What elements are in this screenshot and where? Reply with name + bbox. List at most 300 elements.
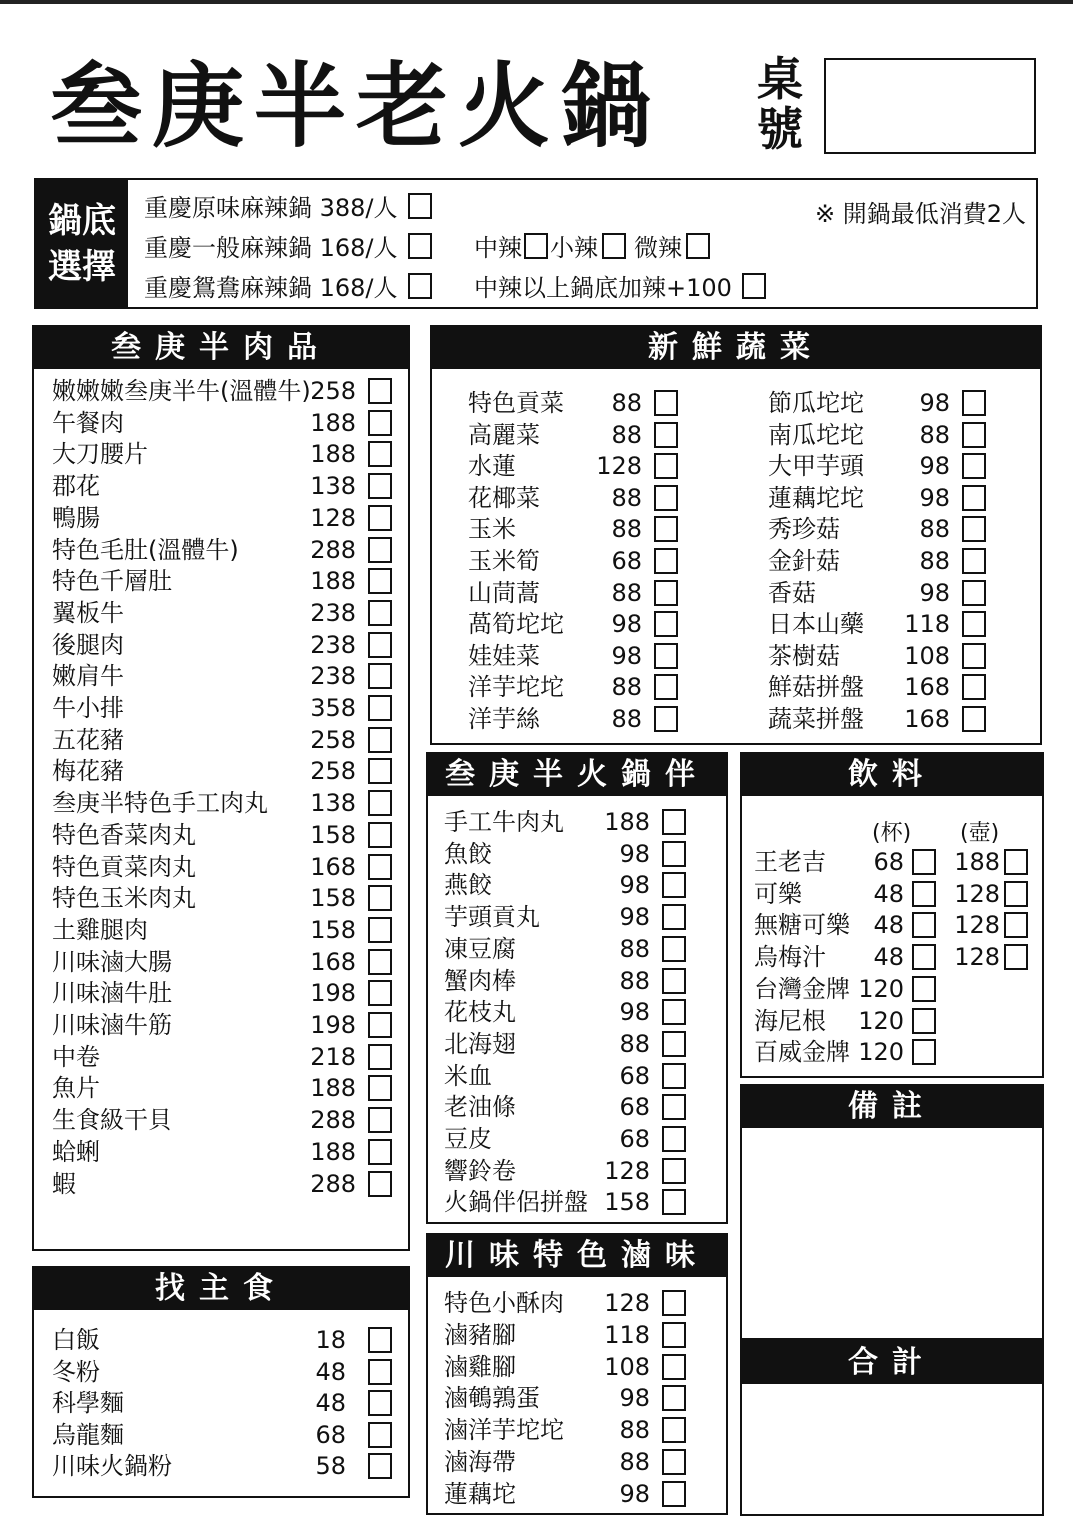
menu-item-price: 158: [310, 820, 356, 849]
order-checkbox[interactable]: [962, 643, 986, 669]
order-checkbox[interactable]: [654, 580, 678, 606]
menu-item-name: 烏龍麵: [52, 1420, 124, 1449]
menu-item-price: 288: [310, 1169, 356, 1198]
braised-section: [426, 1233, 728, 1515]
menu-item-name: 土雞腿肉: [52, 915, 148, 944]
order-checkbox[interactable]: [368, 695, 392, 721]
menu-item: [444, 901, 686, 933]
order-checkbox[interactable]: [368, 1453, 392, 1479]
menu-item: [768, 387, 986, 419]
soup-base-option-label: 重慶原味麻辣鍋 388/人: [144, 194, 398, 222]
order-checkbox[interactable]: [368, 1107, 392, 1133]
menu-item-name: 郡花: [52, 472, 100, 501]
drink-item: [754, 909, 1034, 941]
drink-name: 台灣金牌: [754, 974, 850, 1003]
menu-item-price: 188: [310, 1074, 356, 1103]
soup-base-header: [36, 180, 128, 307]
menu-item-price: 98: [619, 1384, 650, 1413]
menu-item-name: 川味滷牛筋: [52, 1011, 172, 1039]
order-checkbox[interactable]: [654, 548, 678, 574]
menu-item-price: 288: [310, 535, 356, 564]
order-checkbox[interactable]: [962, 422, 986, 448]
order-checkbox[interactable]: [368, 663, 392, 689]
soup-base-option-1: [144, 188, 432, 223]
menu-item: [52, 470, 392, 502]
restaurant-title: 叁庚半老火鍋: [50, 53, 663, 160]
order-checkbox[interactable]: [662, 1354, 686, 1380]
menu-item: [52, 819, 392, 851]
menu-item-name: 特色玉米肉丸: [52, 884, 196, 913]
order-checkbox[interactable]: [368, 949, 392, 975]
menu-item-price: 68: [619, 1093, 650, 1122]
menu-item: [768, 545, 986, 577]
drink-cup-checkbox[interactable]: [912, 944, 936, 970]
menu-item-name: 川味滷大腸: [52, 947, 172, 976]
soup-base-option-3: [144, 268, 432, 303]
menu-item: [468, 387, 678, 419]
menu-item: [52, 629, 392, 661]
order-checkbox[interactable]: [654, 643, 678, 669]
spice-medium-label: 中辣: [474, 234, 522, 262]
menu-item-name: 滷雞腳: [444, 1352, 516, 1381]
order-checkbox[interactable]: [662, 841, 686, 867]
menu-item-price: 88: [919, 420, 950, 449]
menu-item-name: 大甲芋頭: [768, 452, 864, 481]
menu-item-name: 蓮藕坨: [444, 1479, 516, 1508]
drinks-section-title: 飲料: [742, 754, 1042, 796]
remarks-field[interactable]: [742, 1128, 1042, 1338]
order-checkbox[interactable]: [662, 968, 686, 994]
menu-item: [444, 1382, 686, 1414]
order-checkbox[interactable]: [962, 706, 986, 732]
menu-item-price: 198: [310, 1011, 356, 1039]
extra-spice-checkbox[interactable]: [742, 273, 766, 299]
menu-item: [52, 851, 392, 883]
menu-item-price: 48: [315, 1357, 346, 1386]
menu-item-name: 特色貢菜肉丸: [52, 852, 196, 881]
order-checkbox[interactable]: [654, 422, 678, 448]
menu-item-price: 238: [310, 662, 356, 691]
menu-item-price: 68: [315, 1420, 346, 1449]
menu-item-price: 98: [619, 903, 650, 932]
menu-item-name: 特色千層肚: [52, 567, 172, 596]
drink-item: [754, 846, 1034, 878]
menu-item: [768, 450, 986, 482]
soup-base-option-label: 重慶鴛鴦麻辣鍋 168/人: [144, 274, 398, 302]
soup-base-checkbox[interactable]: [408, 193, 432, 219]
hotpot-partner-section-title: 叁庚半火鍋伴侶: [428, 754, 726, 796]
menu-item-price: 258: [310, 757, 356, 786]
order-checkbox[interactable]: [368, 854, 392, 880]
order-checkbox[interactable]: [654, 611, 678, 637]
menu-item-name: 北海翅: [444, 1029, 516, 1058]
order-checkbox[interactable]: [662, 999, 686, 1025]
menu-item-name: 洋芋絲: [468, 705, 540, 733]
total-section-title: 合計: [742, 1342, 1042, 1384]
order-checkbox[interactable]: [368, 1390, 392, 1416]
order-checkbox[interactable]: [368, 473, 392, 499]
menu-item: [52, 1324, 392, 1356]
order-checkbox[interactable]: [368, 1327, 392, 1353]
menu-item-name: 米血: [444, 1061, 492, 1090]
menu-item-name: 川味火鍋粉: [52, 1452, 172, 1480]
menu-item-price: 258: [310, 725, 356, 754]
menu-item-name: 玉米: [468, 515, 516, 544]
menu-item: [52, 534, 392, 566]
menu-item-price: 88: [619, 1029, 650, 1058]
menu-item: [444, 838, 686, 870]
order-checkbox[interactable]: [662, 1322, 686, 1348]
minimum-spend-note: ※ 開鍋最低消費2人: [814, 200, 1026, 228]
menu-item-price: 188: [310, 1137, 356, 1166]
drink-name: 百威金牌: [754, 1038, 850, 1067]
menu-item-name: 蓮藕坨坨: [768, 483, 864, 512]
order-checkbox[interactable]: [368, 537, 392, 563]
order-checkbox[interactable]: [662, 872, 686, 898]
order-checkbox[interactable]: [662, 1063, 686, 1089]
menu-item-price: 118: [904, 610, 950, 639]
order-checkbox[interactable]: [654, 516, 678, 542]
drink-pot-price: 128: [954, 911, 1000, 940]
menu-item-price: 98: [919, 578, 950, 607]
drink-cup-price: 120: [858, 974, 904, 1003]
menu-item-name: 冬粉: [52, 1357, 100, 1386]
order-checkbox[interactable]: [654, 390, 678, 416]
menu-item-price: 138: [310, 472, 356, 501]
order-checkbox[interactable]: [368, 980, 392, 1006]
staple-section: [32, 1266, 410, 1498]
menu-item: [444, 1319, 686, 1351]
order-checkbox[interactable]: [368, 1139, 392, 1165]
extra-spice-label: 中辣以上鍋底加辣+100: [474, 274, 732, 302]
menu-item-price: 258: [310, 377, 356, 405]
order-checkbox[interactable]: [368, 790, 392, 816]
menu-item: [768, 671, 986, 703]
order-checkbox[interactable]: [654, 674, 678, 700]
order-checkbox[interactable]: [654, 706, 678, 732]
menu-item: [444, 1123, 686, 1155]
pot-column-header: (壺): [960, 821, 1000, 846]
menu-item-name: 娃娃菜: [468, 641, 540, 670]
order-checkbox[interactable]: [368, 917, 392, 943]
menu-item-name: 生食級干貝: [52, 1106, 172, 1135]
order-checkbox[interactable]: [662, 1189, 686, 1215]
table-number-field[interactable]: [824, 58, 1036, 154]
menu-item: [52, 1387, 392, 1419]
menu-item-name: 特色香菜肉丸: [52, 820, 196, 849]
soup-base-checkbox[interactable]: [408, 233, 432, 259]
order-checkbox[interactable]: [662, 1031, 686, 1057]
menu-item: [52, 1041, 392, 1073]
menu-item: [468, 703, 678, 735]
menu-item-price: 198: [310, 979, 356, 1008]
menu-item-name: 魚片: [52, 1074, 100, 1103]
menu-item: [468, 482, 678, 514]
menu-item-name: 嫩嫩嫩叁庚半牛(溫體牛): [52, 377, 311, 405]
menu-item-name: 特色貢菜: [468, 389, 564, 417]
menu-item: [52, 407, 392, 439]
order-checkbox[interactable]: [368, 822, 392, 848]
remarks-section: [740, 1084, 1044, 1340]
order-checkbox[interactable]: [368, 378, 392, 404]
menu-item-price: 98: [619, 1479, 650, 1508]
menu-item: [444, 806, 686, 838]
menu-item: [444, 1287, 686, 1319]
menu-item-name: 秀珍菇: [768, 515, 840, 544]
menu-item: [52, 438, 392, 470]
menu-item-name: 滷海帶: [444, 1448, 516, 1476]
menu-item-price: 188: [310, 408, 356, 437]
order-checkbox[interactable]: [962, 485, 986, 511]
order-checkbox[interactable]: [368, 727, 392, 753]
menu-item-price: 288: [310, 1106, 356, 1135]
menu-item-name: 手工牛肉丸: [444, 808, 564, 836]
menu-item: [444, 1351, 686, 1383]
menu-item-price: 88: [611, 515, 642, 544]
top-border: [0, 0, 1073, 4]
menu-item-price: 98: [919, 483, 950, 512]
drink-name: 烏梅汁: [754, 943, 826, 972]
order-checkbox[interactable]: [662, 1385, 686, 1411]
order-checkbox[interactable]: [368, 1075, 392, 1101]
staple-section-title: 找主食: [34, 1268, 408, 1310]
order-checkbox[interactable]: [662, 904, 686, 930]
menu-item-price: 88: [611, 578, 642, 607]
menu-item: [468, 608, 678, 640]
drink-cup-checkbox[interactable]: [912, 1008, 936, 1034]
menu-item-name: 魚餃: [444, 839, 492, 868]
menu-item-name: 梅花豬: [52, 757, 124, 786]
menu-item-name: 中卷: [52, 1042, 100, 1071]
menu-item: [52, 565, 392, 597]
soup-base-label-line2: 選擇: [48, 246, 116, 287]
menu-item-name: 山茼蒿: [468, 578, 540, 607]
order-checkbox[interactable]: [368, 758, 392, 784]
drink-pot-checkbox[interactable]: [1004, 944, 1028, 970]
menu-item-name: 五花豬: [52, 725, 124, 754]
menu-item-name: 鴨腸: [52, 503, 100, 532]
spice-medium-checkbox[interactable]: [524, 233, 548, 259]
order-checkbox[interactable]: [654, 453, 678, 479]
drink-cup-price: 68: [873, 848, 904, 876]
menu-item-price: 158: [310, 884, 356, 913]
order-checkbox[interactable]: [662, 936, 686, 962]
menu-item-name: 嫩肩牛: [52, 662, 124, 691]
menu-item-price: 98: [919, 389, 950, 417]
meat-section: [32, 325, 410, 1251]
menu-item-name: 響鈴卷: [444, 1156, 516, 1185]
vegetable-section-title: 新鮮蔬菜: [432, 327, 1040, 369]
menu-item-name: 火鍋伴侶拼盤: [444, 1188, 588, 1217]
menu-item-name: 芋頭貢丸: [444, 903, 540, 932]
menu-item-price: 68: [611, 547, 642, 575]
drink-pot-price: 128: [954, 879, 1000, 908]
menu-item: [52, 1104, 392, 1136]
menu-item: [444, 933, 686, 965]
menu-item: [468, 450, 678, 482]
menu-item-name: 萵筍坨坨: [468, 610, 564, 639]
menu-item-price: 88: [611, 483, 642, 512]
table-number-label: 桌號: [757, 52, 803, 156]
menu-item-price: 88: [619, 966, 650, 995]
menu-item: [52, 914, 392, 946]
drink-item: [754, 1005, 1034, 1037]
menu-item: [444, 1446, 686, 1478]
order-checkbox[interactable]: [654, 485, 678, 511]
order-checkbox[interactable]: [368, 410, 392, 436]
menu-item-name: 科學麵: [52, 1389, 124, 1417]
menu-item: [468, 419, 678, 451]
drink-cup-checkbox[interactable]: [912, 849, 936, 875]
order-checkbox[interactable]: [662, 1158, 686, 1184]
order-checkbox[interactable]: [662, 1290, 686, 1316]
menu-item: [52, 882, 392, 914]
order-checkbox[interactable]: [962, 548, 986, 574]
order-checkbox[interactable]: [962, 611, 986, 637]
menu-item: [768, 640, 986, 672]
menu-item-price: 98: [619, 998, 650, 1027]
menu-item-name: 花椰菜: [468, 483, 540, 512]
soup-base-option-2: [144, 228, 432, 263]
menu-item-price: 188: [604, 808, 650, 836]
hotpot-partner-section: [426, 752, 728, 1224]
menu-item-price: 68: [619, 1125, 650, 1153]
menu-item-name: 滷豬腳: [444, 1320, 516, 1349]
menu-item-name: 午餐肉: [52, 408, 124, 437]
menu-item-name: 特色小酥肉: [444, 1289, 564, 1317]
order-checkbox[interactable]: [368, 1012, 392, 1038]
drink-pot-checkbox[interactable]: [1004, 881, 1028, 907]
order-checkbox[interactable]: [368, 1359, 392, 1385]
menu-item-name: 水蓮: [468, 452, 516, 481]
order-checkbox[interactable]: [962, 674, 986, 700]
order-checkbox[interactable]: [962, 516, 986, 542]
menu-item-price: 358: [310, 694, 356, 722]
menu-item: [444, 1060, 686, 1092]
order-checkbox[interactable]: [368, 568, 392, 594]
spice-mild-checkbox[interactable]: [602, 233, 626, 259]
remarks-section-title: 備註: [742, 1086, 1042, 1128]
menu-item-name: 老油條: [444, 1093, 516, 1122]
menu-item-price: 168: [310, 947, 356, 976]
menu-item-name: 川味滷牛肚: [52, 979, 172, 1008]
menu-item-price: 108: [604, 1352, 650, 1381]
order-checkbox[interactable]: [368, 1171, 392, 1197]
menu-item-name: 滷鵪鶉蛋: [444, 1384, 540, 1413]
soup-base-checkbox[interactable]: [408, 273, 432, 299]
drink-pot-price: 128: [954, 943, 1000, 972]
spice-slight-label: 微辣: [634, 234, 682, 262]
menu-item: [468, 671, 678, 703]
menu-item-name: 日本山藥: [768, 610, 864, 639]
drink-name: 無糖可樂: [754, 911, 850, 940]
order-checkbox[interactable]: [368, 885, 392, 911]
order-checkbox[interactable]: [662, 1481, 686, 1507]
menu-item: [468, 545, 678, 577]
menu-item-name: 洋芋坨坨: [468, 673, 564, 702]
order-checkbox[interactable]: [962, 453, 986, 479]
menu-item-name: 蔬菜拼盤: [768, 705, 864, 733]
menu-item-name: 蛤蜊: [52, 1137, 100, 1166]
drink-pot-checkbox[interactable]: [1004, 912, 1028, 938]
order-checkbox[interactable]: [368, 632, 392, 658]
menu-item-name: 香菇: [768, 578, 816, 607]
menu-item-name: 後腿肉: [52, 630, 124, 659]
menu-item-name: 大刀腰片: [52, 440, 148, 469]
menu-item: [52, 787, 392, 819]
drink-cup-checkbox[interactable]: [912, 1039, 936, 1065]
menu-item: [444, 965, 686, 997]
menu-item-price: 108: [904, 641, 950, 670]
drink-item: [754, 878, 1034, 910]
vegetable-section: [430, 325, 1042, 745]
order-checkbox[interactable]: [662, 1417, 686, 1443]
total-field[interactable]: [742, 1384, 1042, 1514]
menu-item-price: 98: [611, 610, 642, 639]
menu-item-price: 98: [619, 871, 650, 900]
drink-name: 王老吉: [754, 848, 826, 876]
menu-item-price: 88: [619, 1448, 650, 1476]
drink-cup-checkbox[interactable]: [912, 912, 936, 938]
menu-item: [52, 692, 392, 724]
menu-item-price: 128: [604, 1289, 650, 1317]
menu-item-price: 128: [604, 1156, 650, 1185]
menu-item: [52, 1356, 392, 1388]
order-checkbox[interactable]: [662, 1449, 686, 1475]
drink-cup-price: 48: [873, 879, 904, 908]
menu-item-price: 88: [611, 389, 642, 417]
drink-pot-checkbox[interactable]: [1004, 849, 1028, 875]
drink-cup-checkbox[interactable]: [912, 881, 936, 907]
menu-item-price: 238: [310, 630, 356, 659]
order-checkbox[interactable]: [368, 1422, 392, 1448]
drink-cup-price: 48: [873, 911, 904, 940]
drink-item: [754, 1036, 1034, 1068]
menu-item-price: 98: [611, 641, 642, 670]
menu-item: [52, 977, 392, 1009]
menu-item-name: 玉米筍: [468, 547, 540, 575]
menu-item: [468, 577, 678, 609]
menu-item-price: 118: [604, 1320, 650, 1349]
menu-item: [52, 1072, 392, 1104]
order-checkbox[interactable]: [662, 809, 686, 835]
spice-slight-checkbox[interactable]: [686, 233, 710, 259]
order-checkbox[interactable]: [368, 1044, 392, 1070]
menu-item: [468, 513, 678, 545]
drink-cup-checkbox[interactable]: [912, 976, 936, 1002]
menu-item-name: 茶樹菇: [768, 641, 840, 670]
drink-name: 海尼根: [754, 1006, 826, 1035]
order-checkbox[interactable]: [962, 580, 986, 606]
menu-item-name: 南瓜坨坨: [768, 420, 864, 449]
order-checkbox[interactable]: [662, 1094, 686, 1120]
order-checkbox[interactable]: [368, 600, 392, 626]
menu-item-name: 蟹肉棒: [444, 966, 516, 995]
spice-level-options: [474, 228, 710, 263]
menu-item-price: 88: [619, 934, 650, 963]
menu-item-price: 98: [619, 839, 650, 868]
menu-item: [52, 660, 392, 692]
drink-item: [754, 941, 1034, 973]
menu-item-price: 168: [904, 673, 950, 702]
menu-item-price: 98: [919, 452, 950, 481]
menu-item: [444, 1186, 686, 1218]
order-checkbox[interactable]: [368, 505, 392, 531]
order-checkbox[interactable]: [962, 390, 986, 416]
order-checkbox[interactable]: [368, 441, 392, 467]
order-checkbox[interactable]: [662, 1126, 686, 1152]
menu-item-price: 48: [315, 1389, 346, 1417]
